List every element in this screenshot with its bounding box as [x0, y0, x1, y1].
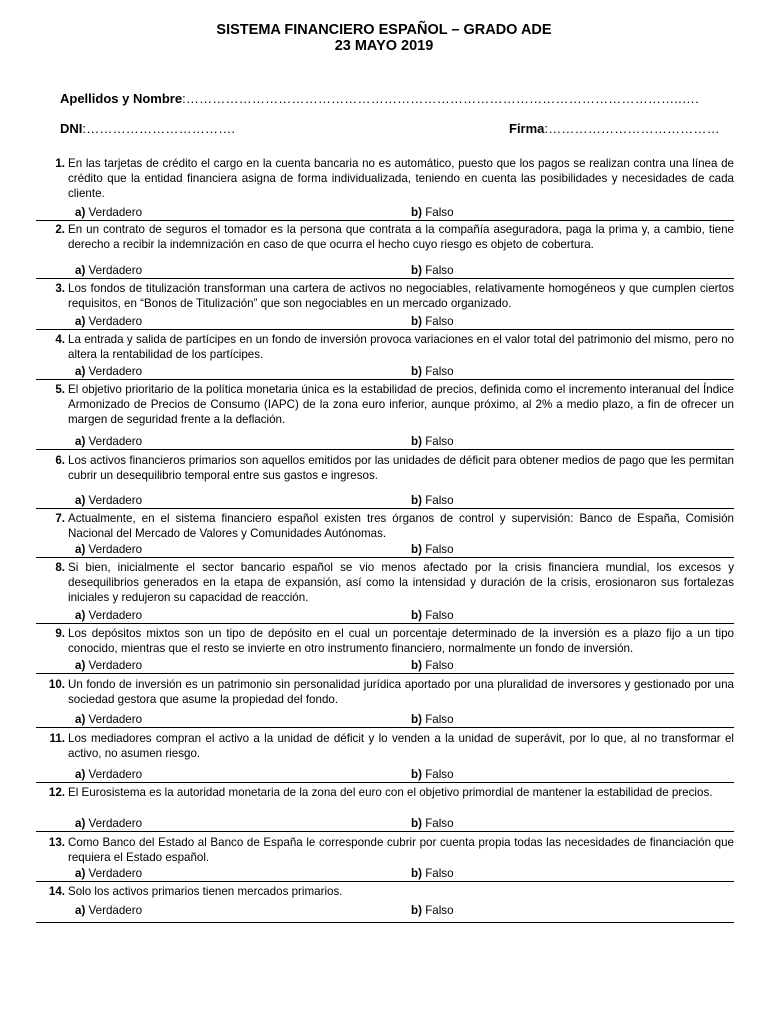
question-12 [36, 785, 734, 800]
question-4 [36, 332, 734, 362]
q7-option-a[interactable] [75, 542, 142, 557]
option-key: a) [75, 867, 86, 880]
question-text: Los activos financieros primarios son aquellos emitidos por las unidades de déficit para obtener medios de pago que les permitan cubrir un desequilibrio temporal entre sus gastos e ingresos. [68, 454, 734, 482]
q3-option-b[interactable] [411, 314, 454, 329]
divider [36, 623, 734, 624]
option-key: a) [75, 264, 86, 277]
option-label: Verdadero [88, 435, 143, 448]
question-text: Solo los activos primarios tienen mercados primarios. [68, 885, 343, 898]
question-text: En las tarjetas de crédito el cargo en la cuenta bancaria no es automático, puesto que los pagos se realizan contra una línea de crédito que la entidad financiera asigna de forma individualizada, teniendo en cuenta las posibilidades y necesidades de cada cliente. [68, 157, 734, 200]
question-number: 4. [55, 333, 65, 346]
question-1 [36, 156, 734, 201]
q2-option-b[interactable] [411, 263, 454, 278]
q7-option-b[interactable] [411, 542, 454, 557]
option-label: Falso [425, 817, 454, 830]
question-number: 8. [55, 561, 65, 574]
divider [36, 782, 734, 783]
option-label: Falso [425, 435, 454, 448]
option-label: Falso [425, 315, 454, 328]
question-2 [36, 222, 734, 252]
firma-field[interactable] [509, 121, 720, 136]
q14-option-a[interactable] [75, 903, 142, 918]
q14-option-b[interactable] [411, 903, 454, 918]
option-label: Verdadero [88, 904, 143, 917]
option-key: b) [411, 768, 422, 781]
option-key: b) [411, 659, 422, 672]
question-text: En un contrato de seguros el tomador es la persona que contrata a la compañía aseguradora, paga la prima y, a cambio, tiene derecho a recibir la indemnización en caso de que ocurra el hecho cuyo riesgo es objeto de cobertura. [68, 223, 734, 251]
q9-option-b[interactable] [411, 658, 454, 673]
question-number: 9. [55, 627, 65, 640]
q12-option-b[interactable] [411, 816, 454, 831]
option-key: b) [411, 435, 422, 448]
name-label: Apellidos y Nombre [60, 91, 183, 106]
option-key: a) [75, 543, 86, 556]
q4-option-b[interactable] [411, 364, 454, 379]
divider [36, 449, 734, 450]
question-number: 7. [55, 512, 65, 525]
divider [36, 727, 734, 728]
divider [36, 329, 734, 330]
option-label: Falso [425, 713, 454, 726]
q12-option-a[interactable] [75, 816, 142, 831]
option-label: Verdadero [88, 365, 143, 378]
option-label: Falso [425, 206, 454, 219]
option-label: Falso [425, 659, 454, 672]
option-key: a) [75, 817, 86, 830]
q3-option-a[interactable] [75, 314, 142, 329]
option-key: b) [411, 867, 422, 880]
option-label: Falso [425, 494, 454, 507]
option-key: a) [75, 609, 86, 622]
question-text: Si bien, inicialmente el sector bancario español se vio menos afectado por la crisis financiera mundial, los excesos y desequilibrios generados en la etapa de expansión, así como la intensidad y duración de la crisis, erosionaron sus fortalezas iniciales y redujeron su capacidad de reacción. [68, 561, 734, 604]
q1-option-a[interactable] [75, 205, 142, 220]
question-text: Como Banco del Estado al Banco de España le corresponde cubrir por cuenta propia todas las necesidades de financiación que requiera el Estado español. [68, 836, 734, 864]
option-label: Verdadero [88, 264, 143, 277]
option-label: Verdadero [88, 494, 143, 507]
option-label: Verdadero [88, 867, 143, 880]
question-number: 13. [48, 836, 65, 849]
q5-option-a[interactable] [75, 434, 142, 449]
question-8 [36, 560, 734, 605]
question-3 [36, 281, 734, 311]
option-key: b) [411, 609, 422, 622]
q5-option-b[interactable] [411, 434, 454, 449]
question-5 [36, 382, 734, 427]
option-key: b) [411, 315, 422, 328]
option-key: a) [75, 659, 86, 672]
q4-option-a[interactable] [75, 364, 142, 379]
divider [36, 379, 734, 380]
option-key: b) [411, 817, 422, 830]
question-number: 2. [55, 223, 65, 236]
question-10 [36, 677, 734, 707]
question-text: Un fondo de inversión es un patrimonio sin personalidad jurídica aportado por una pluralidad de inversores y gestionado por una sociedad gestora que asume la propiedad del fondo. [68, 678, 734, 706]
exam-date: 23 MAYO 2019 [334, 38, 434, 54]
question-text: Los mediadores compran el activo a la unidad de déficit y lo venden a la unidad de superávit, por lo que, al no transformar el activo, no asumen riesgo. [68, 732, 734, 760]
option-key: b) [411, 543, 422, 556]
q9-option-a[interactable] [75, 658, 142, 673]
question-number: 12. [48, 786, 65, 799]
question-7 [36, 511, 734, 541]
question-number: 3. [55, 282, 65, 295]
question-text: La entrada y salida de partícipes en un fondo de inversión provoca variaciones en el valor total del patrimonio del mismo, pero no altera la rentabilidad de los partícipes. [68, 333, 734, 361]
q8-option-b[interactable] [411, 608, 454, 623]
q10-option-b[interactable] [411, 712, 454, 727]
option-label: Falso [425, 609, 454, 622]
firma-label: Firma [509, 121, 545, 136]
q10-option-a[interactable] [75, 712, 142, 727]
question-text: El objetivo prioritario de la política monetaria única es la estabilidad de precios, definida como el incremento interanual del Índice Armonizado de Precios de Consumo (IAPC) de la zona euro inferior, aunque próximo, al 2% a medio plazo, a fin de ofrecer un margen de seguridad frente a la deflación. [68, 383, 734, 426]
option-label: Falso [425, 904, 454, 917]
divider [36, 831, 734, 832]
option-label: Verdadero [88, 609, 143, 622]
dni-label: DNI [60, 121, 83, 136]
option-key: a) [75, 435, 86, 448]
question-9 [36, 626, 734, 656]
question-number: 10. [48, 678, 65, 691]
divider [36, 508, 734, 509]
q8-option-a[interactable] [75, 608, 142, 623]
dni-dots: :……………………………. [82, 121, 236, 136]
option-label: Verdadero [88, 543, 143, 556]
q13-option-a[interactable] [75, 866, 142, 881]
option-label: Verdadero [88, 713, 143, 726]
option-label: Falso [425, 365, 454, 378]
name-dots: :…………………………………………………………………………………………………..…. [182, 91, 699, 106]
question-6 [36, 453, 734, 483]
option-label: Falso [425, 264, 454, 277]
question-number: 1. [55, 157, 65, 170]
option-key: a) [75, 365, 86, 378]
question-text: Los depósitos mixtos son un tipo de depósito en el cual un porcentaje determinado de la inversión es a plazo fijo a un tipo conocido, mientras que el resto se invierte en otro instrumento financiero, normalmente un fondo de inversión. [68, 627, 734, 655]
option-label: Verdadero [88, 315, 143, 328]
option-label: Falso [425, 543, 454, 556]
option-key: b) [411, 904, 422, 917]
option-key: a) [75, 494, 86, 507]
question-number: 5. [55, 383, 65, 396]
option-key: b) [411, 206, 422, 219]
question-number: 11. [49, 732, 65, 745]
question-number: 6. [55, 454, 65, 467]
firma-dots: :………………………………… [544, 121, 720, 136]
name-field[interactable] [60, 91, 699, 106]
option-key: b) [411, 365, 422, 378]
divider [36, 881, 734, 882]
option-label: Verdadero [88, 817, 143, 830]
q11-option-a[interactable] [75, 767, 142, 782]
option-key: a) [75, 768, 86, 781]
question-text: El Eurosistema es la autoridad monetaria de la zona del euro con el objetivo primordial de mantener la estabilidad de precios. [68, 786, 713, 799]
option-label: Verdadero [88, 659, 143, 672]
option-label: Verdadero [88, 206, 143, 219]
question-13 [36, 835, 734, 865]
option-label: Falso [425, 867, 454, 880]
divider [36, 922, 734, 923]
option-key: a) [75, 206, 86, 219]
option-label: Falso [425, 768, 454, 781]
q2-option-a[interactable] [75, 263, 142, 278]
divider [36, 557, 734, 558]
exam-title: SISTEMA FINANCIERO ESPAÑOL – GRADO ADE [216, 22, 552, 38]
option-key: b) [411, 494, 422, 507]
q1-option-b[interactable] [411, 205, 454, 220]
question-14 [36, 884, 734, 899]
q6-option-b[interactable] [411, 493, 454, 508]
option-label: Verdadero [88, 768, 143, 781]
divider [36, 220, 734, 221]
q13-option-b[interactable] [411, 866, 454, 881]
question-text: Los fondos de titulización transforman una cartera de activos no negociables, relativamente homogéneos y que cumplen ciertos requisitos, en “Bonos de Titulización” que son negociables en un mercado organizado. [68, 282, 734, 310]
divider [36, 673, 734, 674]
question-text: Actualmente, en el sistema financiero español existen tres órganos de control y supervisión: Banco de España, Comisión Nacional del Mercado de Valores y Comunidades Autónomas. [68, 512, 734, 540]
q11-option-b[interactable] [411, 767, 454, 782]
option-key: a) [75, 713, 86, 726]
question-11 [36, 731, 734, 761]
divider [36, 278, 734, 279]
option-key: a) [75, 315, 86, 328]
option-key: a) [75, 904, 86, 917]
option-key: b) [411, 264, 422, 277]
question-number: 14. [48, 885, 65, 898]
option-key: b) [411, 713, 422, 726]
q6-option-a[interactable] [75, 493, 142, 508]
dni-field[interactable] [60, 121, 235, 136]
